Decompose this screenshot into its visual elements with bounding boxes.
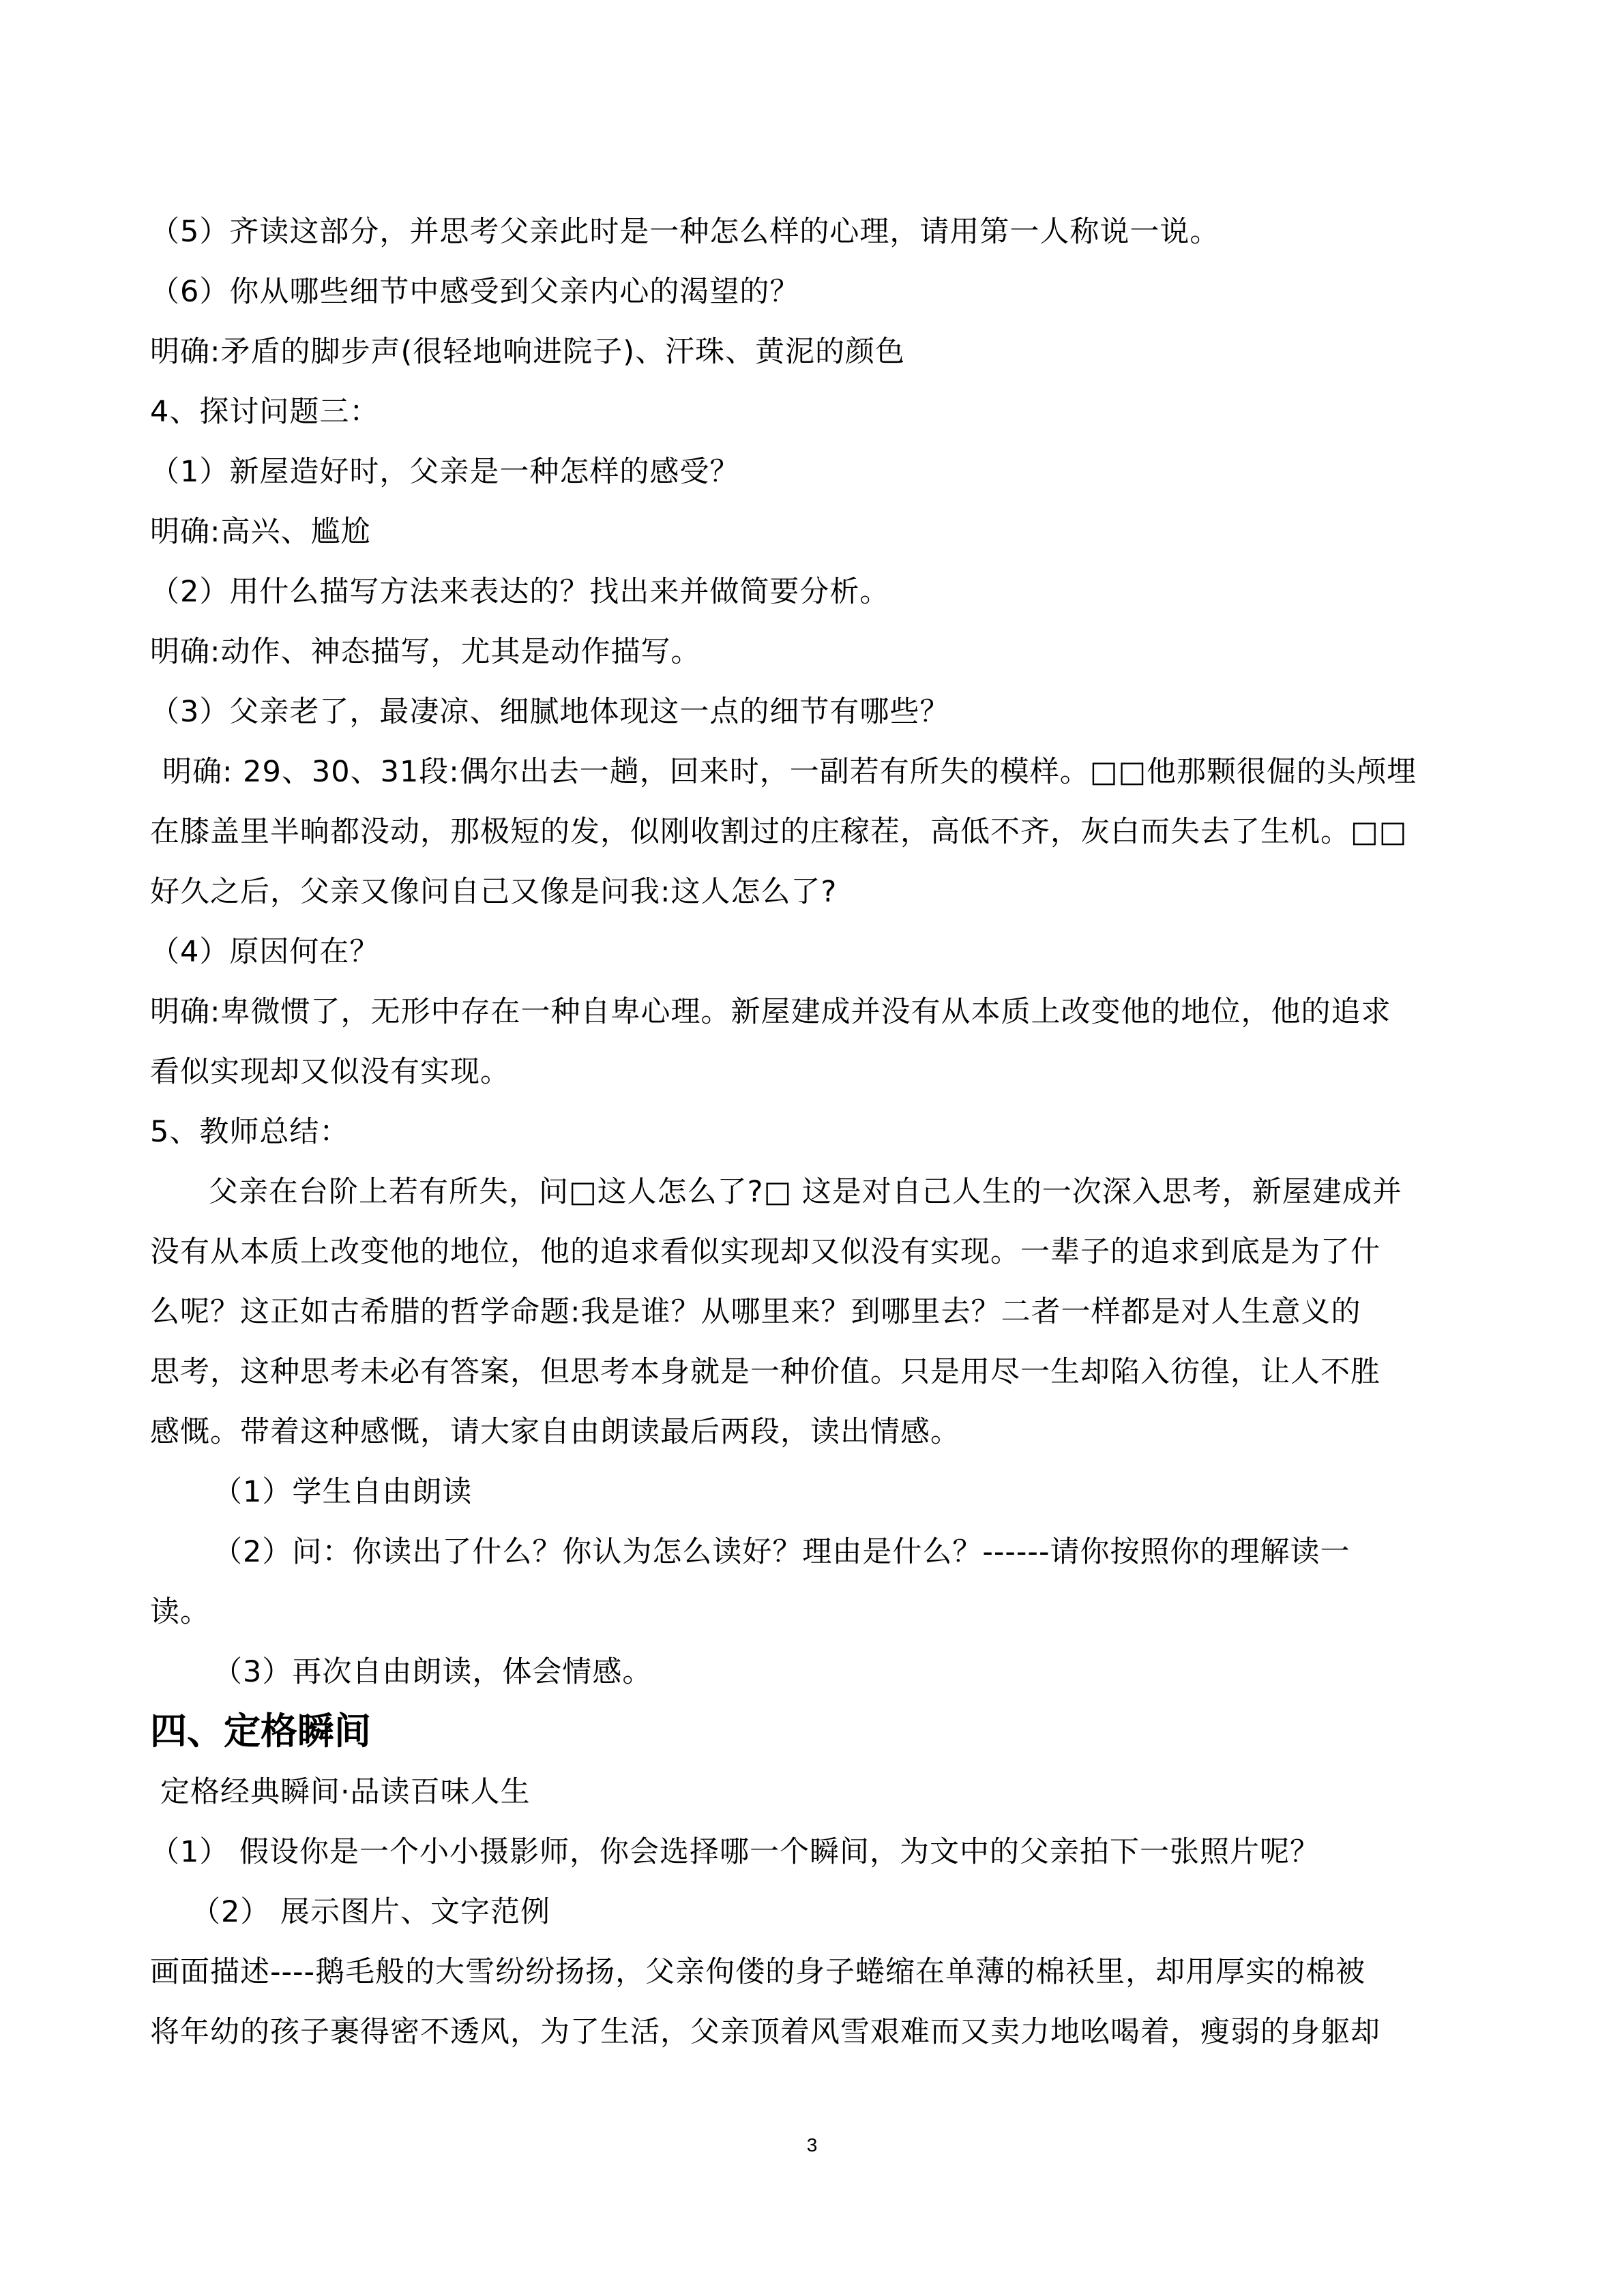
text-line: （1） 假设你是一个小小摄影师，你会选择哪一个瞬间，为文中的父亲拍下一张照片呢？ (150, 1835, 1320, 1869)
text-line: 看似实现却又似没有实现。 (150, 1055, 510, 1089)
text-line: （2）用什么描写方法来表达的？找出来并做简要分析。 (150, 575, 890, 609)
text-line: 在膝盖里半晌都没动，那极短的发，似刚收割过的庄稼茬，高低不齐，灰白而失去了生机。□□ (150, 815, 1408, 849)
text-line: 感慨。带着这种感慨，请大家自由朗读最后两段，读出情感。 (150, 1415, 960, 1449)
text-line: （1）新屋造好时，父亲是一种怎样的感受？ (150, 455, 740, 489)
text-line: （3）再次自由朗读，体会情感。 (213, 1655, 653, 1689)
text-line: （3）父亲老了，最凄凉、细腻地体现这一点的细节有哪些？ (150, 695, 950, 729)
section-heading: 四、定格瞬间 (150, 1710, 371, 1753)
text-line: 明确:卑微惯了，无形中存在一种自卑心理。新屋建成并没有从本质上改变他的地位，他的追求 (150, 995, 1391, 1029)
text-line: 定格经典瞬间·品读百味人生 (160, 1775, 531, 1809)
text-line: 明确:高兴、尴尬 (150, 515, 371, 549)
text-line: 父亲在台阶上若有所失，问□这人怎么了?□ 这是对自己人生的一次深入思考，新屋建成并 (209, 1175, 1402, 1209)
text-line: 么呢？这正如古希腊的哲学命题:我是谁？从哪里来？到哪里去？二者一样都是对人生意义的 (150, 1295, 1361, 1329)
text-line: 将年幼的孩子裹得密不透风，为了生活，父亲顶着风雪艰难而又卖力地吆喝着，瘦弱的身躯却 (150, 2015, 1381, 2049)
text-line: 4、探讨问题三： (150, 395, 380, 429)
text-line: （5）齐读这部分，并思考父亲此时是一种怎么样的心理，请用第一人称说一说。 (150, 215, 1220, 249)
text-line: 画面描述----鹅毛般的大雪纷纷扬扬，父亲佝偻的身子蜷缩在单薄的棉袄里，却用厚实的棉被 (150, 1955, 1366, 1989)
text-line: 明确: 29、30、31段:偶尔出去一趟，回来时，一副若有所失的模样。□□他那颗很倔的头颅埋 (162, 755, 1417, 789)
text-line: 思考，这种思考未必有答案，但思考本身就是一种价值。只是用尽一生却陷入彷徨，让人不胜 (150, 1355, 1381, 1389)
text-line: （1）学生自由朗读 (213, 1475, 473, 1509)
text-line: （2） 展示图片、文字范例 (191, 1895, 551, 1929)
text-line: 好久之后，父亲又像问自己又像是问我:这人怎么了? (150, 875, 838, 909)
text-line: 明确:矛盾的脚步声(很轻地响进院子)、汗珠、黄泥的颜色 (150, 335, 906, 369)
text-line: 读。 (150, 1595, 210, 1629)
text-line: 5、教师总结： (150, 1115, 350, 1149)
text-line: （6）你从哪些细节中感受到父亲内心的渴望的？ (150, 275, 800, 309)
text-line: 没有从本质上改变他的地位，他的追求看似实现却又似没有实现。一辈子的追求到底是为了什 (150, 1235, 1381, 1269)
text-line: 明确:动作、神态描写，尤其是动作描写。 (150, 635, 701, 669)
text-line: （2）问：你读出了什么？你认为怎么读好？理由是什么？------请你按照你的理解读一 (213, 1535, 1350, 1569)
page-number: 3 (806, 2134, 818, 2156)
text-line: （4）原因何在？ (150, 935, 380, 969)
